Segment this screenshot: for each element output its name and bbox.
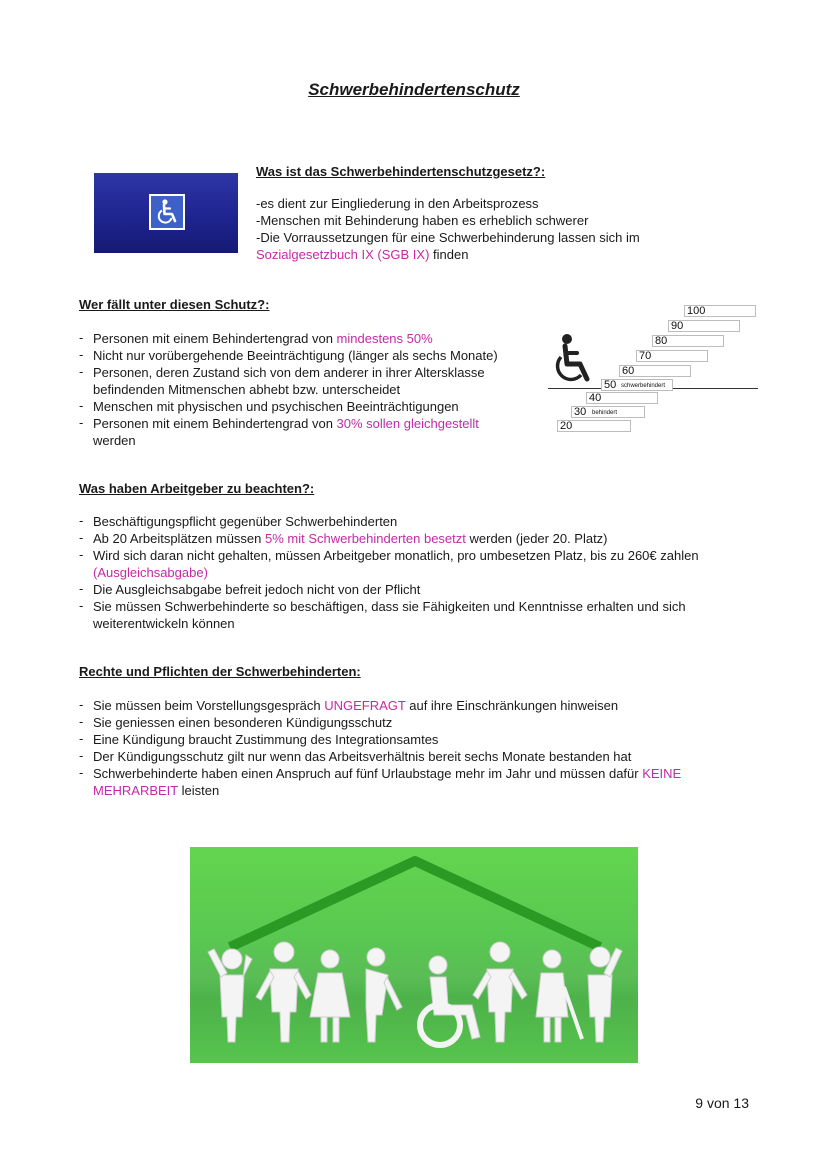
- rights-list: [79, 697, 749, 799]
- highlight-text: 5% mit Schwerbehinderten besetzt: [265, 531, 466, 546]
- list-item: [79, 697, 749, 714]
- list-item: - Der Kündigungsschutz gilt nur wenn das Arbeitsverhältnis bereit sechs Monate bestanden hat: [79, 748, 749, 765]
- text-fragment: finden: [429, 247, 469, 262]
- step-label: 80: [655, 335, 668, 347]
- list-item: - Sie geniessen einen besonderen Kündigungsschutz: [79, 714, 749, 731]
- highlight-text: mindestens 50%: [336, 331, 433, 346]
- text-fragment: Personen mit einem Behindertengrad von: [93, 416, 337, 431]
- list-item: [79, 330, 539, 347]
- text-fragment: werden: [93, 433, 136, 448]
- text-line: -es dient zur Eingliederung in den Arbeitsprozess: [256, 196, 539, 211]
- step-label: 70: [639, 350, 652, 362]
- list-item: - Beschäftigungspflicht gegenüber Schwerbehinderten: [79, 513, 759, 530]
- text-line: -Die Vorraussetzungen für eine Schwerbehinderung lassen sich im: [256, 230, 640, 245]
- highlight-text: (Ausgleichsabgabe): [93, 565, 208, 580]
- list-item: - Die Ausgleichsabgabe befreit jedoch nicht von der Pflicht: [79, 581, 759, 598]
- list-item: [79, 765, 749, 799]
- text-fragment: werden (jeder 20. Platz): [465, 531, 608, 546]
- step-label: 50: [604, 379, 617, 391]
- list-item: [79, 530, 759, 547]
- step-label: 90: [671, 320, 684, 332]
- text-line: -Menschen mit Behinderung haben es erheblich schwerer: [256, 213, 589, 228]
- inclusion-banner-image: [190, 847, 638, 1063]
- employers-list: [79, 513, 759, 632]
- section-heading-employers: Was haben Arbeitgeber zu beachten?:: [79, 481, 315, 496]
- text-line: [256, 246, 640, 263]
- list-item: - Menschen mit physischen und psychischen Beeinträchtigungen: [79, 398, 539, 415]
- people-under-roof-illustration: [190, 847, 638, 1063]
- step-note-disabled: behindert: [592, 410, 618, 416]
- text-fragment: auf ihre Einschränkungen hinweisen: [405, 698, 619, 713]
- highlight-text: UNGEFRAGT: [324, 698, 406, 713]
- step-label: 40: [589, 392, 602, 404]
- step-label: 60: [622, 365, 635, 377]
- wheelchair-sign-image: [94, 173, 238, 253]
- text-fragment: Wird sich daran nicht gehalten, müssen Arbeitgeber monatlich, pro umbesetzen Platz, bis zu 260€ zahlen: [93, 548, 699, 563]
- page-number: 9 von 13: [695, 1095, 749, 1111]
- wheelchair-user-icon: [550, 332, 600, 395]
- text-fragment: leisten: [178, 783, 220, 798]
- list-item: - Personen, deren Zustand sich von dem anderer in ihrer Altersklasse befindenden Mitmenschen abhebt bzw. unterscheidet: [79, 364, 539, 398]
- step-note-severe: schwerbehindert: [621, 383, 666, 389]
- list-item: - Sie müssen Schwerbehinderte so beschäftigen, dass sie Fähigkeiten und Kenntnisse erhalten und sich weiterentwickeln können: [79, 598, 759, 632]
- disability-degree-stairs: [548, 302, 763, 436]
- section-heading-what: Was ist das Schwerbehindertenschutzgesetz?:: [256, 164, 546, 179]
- step-label: 100: [687, 305, 706, 317]
- list-item: [79, 547, 759, 581]
- section-heading-who: Wer fällt unter diesen Schutz?:: [79, 297, 270, 312]
- step-label: 20: [560, 420, 573, 432]
- wheelchair-icon: [149, 194, 185, 230]
- text-fragment: Sie müssen beim Vorstellungsgespräch: [93, 698, 325, 713]
- highlight-text: KEINE MEHRARBEIT: [93, 766, 682, 798]
- who-list: [79, 330, 539, 449]
- highlight-text: 30% sollen gleichgestellt: [336, 416, 479, 431]
- text-fragment: Personen mit einem Behindertengrad von: [93, 331, 337, 346]
- section-heading-rights: Rechte und Pflichten der Schwerbehinderten:: [79, 664, 361, 679]
- page-title: Schwerbehindertenschutz: [308, 80, 520, 99]
- step-label: 30: [574, 406, 587, 418]
- text-fragment: Schwerbehinderte haben einen Anspruch auf fünf Urlaubstage mehr im Jahr und müssen dafür: [93, 766, 643, 781]
- highlight-text: Sozialgesetzbuch IX (SGB IX): [256, 247, 430, 262]
- text-fragment: Ab 20 Arbeitsplätzen müssen: [93, 531, 265, 546]
- list-item: - Nicht nur vorübergehende Beeinträchtigung (länger als sechs Monate): [79, 347, 539, 364]
- list-item: [79, 415, 539, 449]
- list-item: - Eine Kündigung braucht Zustimmung des Integrationsamtes: [79, 731, 749, 748]
- section-what-text: [256, 195, 640, 263]
